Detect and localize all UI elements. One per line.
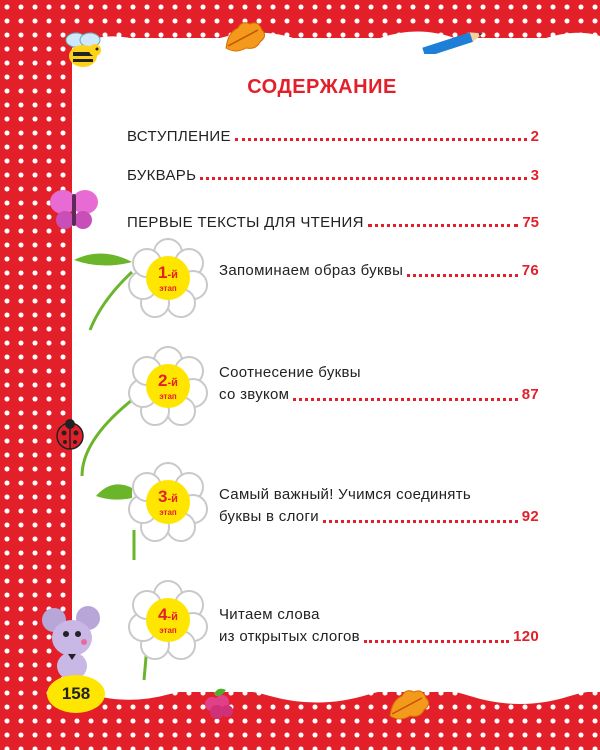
leader-dots [200,176,526,180]
toc-entry-introduction[interactable] [127,128,539,145]
toc-entry-first-texts[interactable] [127,214,539,231]
bee-icon [60,30,106,70]
page-title: СОДЕРЖАНИЕ [247,76,397,98]
toc-entry-stage-4[interactable] [219,604,539,648]
stage-title-line1: Соотнесение буквы [219,364,361,381]
toc-entry-page: 76 [521,262,539,279]
page-number-badge: 158 [47,675,105,713]
toc-entry-stage-1[interactable] [219,260,539,282]
stage-title-line2: из открытых слогов [219,628,360,645]
toc-entry-primer[interactable] [127,167,539,184]
butterfly-icon [48,186,100,232]
toc-entry-label: ПЕРВЫЕ ТЕКСТЫ ДЛЯ ЧТЕНИЯ [127,214,364,231]
toc-entry-page: 2 [530,128,539,145]
oak-leaf-icon [386,684,432,724]
toc-entry-page: 87 [521,386,539,403]
pencil-icon [418,30,488,54]
leader-dots [323,520,518,523]
stage-title-line1: Самый важный! Учимся соединять [219,486,472,503]
stage-3-flower [128,462,208,542]
stage-4-flower [128,580,208,660]
leader-dots [235,137,527,141]
toc-entry-page: 120 [513,628,539,645]
toc-entry-page: 3 [530,167,539,184]
toc-entry-stage-2[interactable] [219,362,539,406]
raspberry-icon [196,682,242,722]
stage-badge: 4-й этап [146,598,190,642]
stage-title-line2: буквы в слоги [219,508,319,525]
toc-entry-label: ВСТУПЛЕНИЕ [127,128,231,145]
toc-entry-label: БУКВАРЬ [127,167,197,184]
stage-2-flower [128,346,208,426]
stage-badge: 3-й этап [146,480,190,524]
stage-1-flower [128,238,208,318]
stage-title-line1: Читаем слова [219,606,320,623]
leader-dots [368,223,519,227]
oak-leaf-icon [222,18,268,54]
leader-dots [293,398,517,401]
toc-entry-page: 92 [521,508,539,525]
stage-badge: 1-й этап [146,256,190,300]
leader-dots [364,640,509,643]
stage-badge: 2-й этап [146,364,190,408]
toc-entry-stage-3[interactable] [219,484,539,528]
stage-title: Запоминаем образ буквы [219,262,404,279]
stage-title-line2: со звуком [219,386,290,403]
toc-entry-page: 75 [522,214,539,231]
leader-dots [407,274,518,277]
